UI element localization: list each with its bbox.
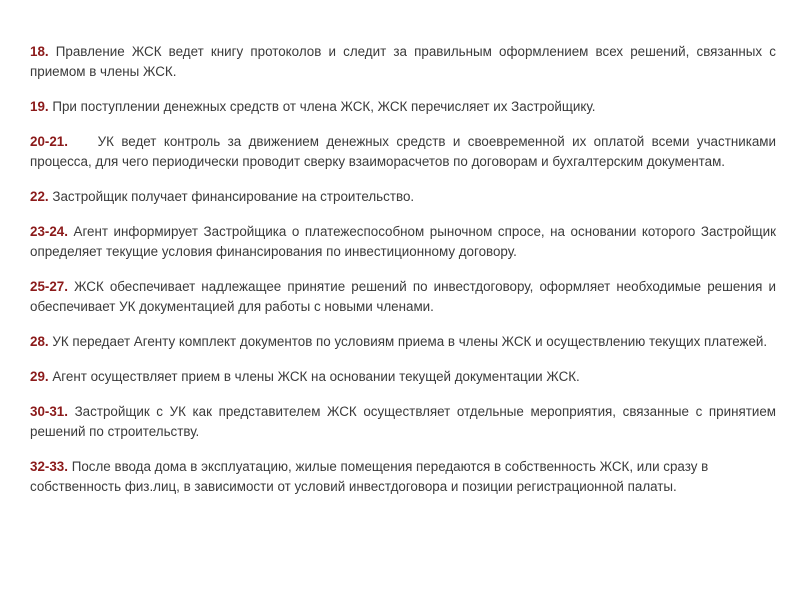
item-number: 20-21. [30,134,68,149]
item-text: После ввода дома в эксплуатацию, жилые помещения передаются в собственность ЖСК, или сразу в собственность физ.лиц, в зависимости от условий инвестдоговора и позиции регистрационной палаты. [30,459,709,494]
item-text: ЖСК обеспечивает надлежащее принятие решений по инвестдоговору, оформляет необходимые решения и обеспечивает УК документацией для работы с новыми членами. [30,279,776,314]
item-text: УК ведет контроль за движением денежных средств и своевременной их оплатой всеми участниками процесса, для чего периодически проводит сверку взаиморасчетов по договорам и бухгалтерским документам. [30,134,776,169]
list-item [30,132,776,172]
item-number: 23-24. [30,224,68,239]
item-number: 18. [30,44,49,59]
item-text: УК передает Агенту комплект документов по условиям приема в члены ЖСК и осуществлению текущих платежей. [52,334,768,349]
list-item [30,332,776,352]
item-number: 25-27. [30,279,68,294]
item-text: При поступлении денежных средств от члена ЖСК, ЖСК перечисляет их Застройщику. [52,99,596,114]
list-item [30,97,776,117]
list-item [30,277,776,317]
list-item [30,457,776,497]
item-text: Агент осуществляет прием в члены ЖСК на основании текущей документации ЖСК. [52,369,580,384]
item-number: 30-31. [30,404,68,419]
item-text: Застройщик получает финансирование на строительство. [52,189,415,204]
list-item [30,222,776,262]
item-number: 19. [30,99,49,114]
document-body [30,42,776,512]
item-text: Застройщик с УК как представителем ЖСК осуществляет отдельные мероприятия, связанные с принятием решений по строительству. [30,404,776,439]
list-item [30,367,776,387]
list-item [30,402,776,442]
item-text: Агент информирует Застройщика о платежеспособном рыночном спросе, на основании которого Застройщик определяет текущие условия финансирования по инвестиционному договору. [30,224,776,259]
item-number: 32-33. [30,459,68,474]
list-item [30,187,776,207]
item-text: Правление ЖСК ведет книгу протоколов и следит за правильным оформлением всех решений, связанных с приемом в члены ЖСК. [30,44,776,79]
item-number: 22. [30,189,49,204]
item-number: 29. [30,369,49,384]
item-number: 28. [30,334,49,349]
list-item [30,42,776,82]
